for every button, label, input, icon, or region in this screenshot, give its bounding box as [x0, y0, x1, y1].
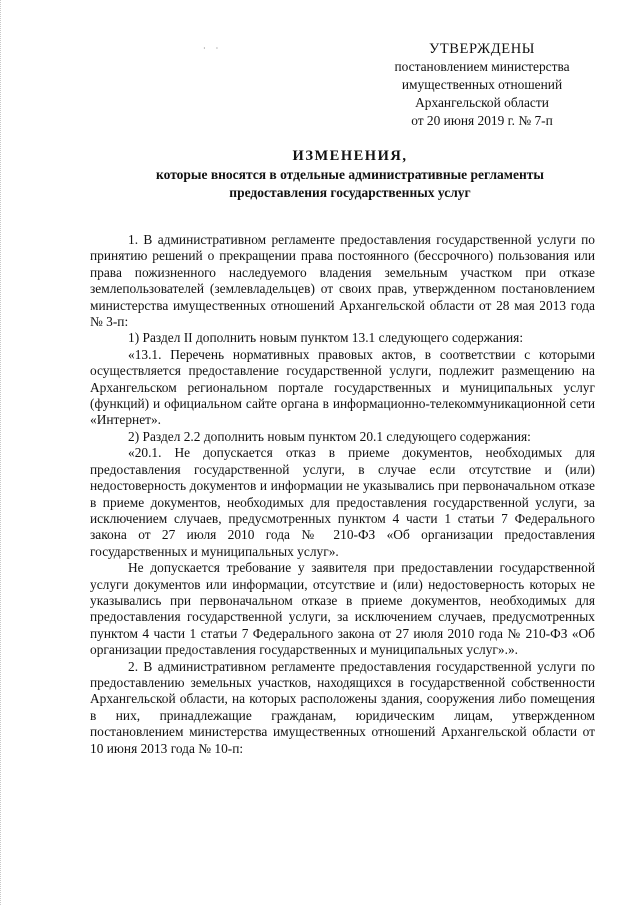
approval-line: Архангельской области — [415, 95, 549, 110]
paragraph-item-2: 2) Раздел 2.2 дополнить новым пунктом 20.1 следующего содержания: — [128, 428, 531, 444]
approval-line: постановлением министерства — [394, 59, 570, 74]
document-subtitle-line: которые вносятся в отдельные административные регламенты — [156, 167, 544, 182]
paragraph-item-1: 1) Раздел II дополнить новым пунктом 13.1 следующего содержания: — [128, 330, 524, 346]
document-body — [90, 232, 595, 757]
document-subtitle-line: предоставления государственных услуг — [229, 185, 471, 200]
approval-title: УТВЕРЖДЕНЫ — [428, 41, 536, 57]
paragraph-requirement: Не допускается требование у заявителя при предоставлении государственной услуги документов или информации, отсутствие и (или) недостоверность которых не указывались при первоначальном отказе в приеме документов, необходимых для предоставления государственной услуги, за исключением случаев, предусмотренных пунктом 4 части 1 статьи 7 Федерального закона от 27 июля 2010 года № 210-ФЗ «Об организации предоставления государственных и муниципальных услуг».». — [90, 560, 595, 658]
paragraph-quote-20-1: «20.1. Не допускается отказ в приеме документов, необходимых для предоставления государственной услуги, в случае если отсутствие и (или) недостоверность документов и информации не указывались при первоначальном отказе в приеме документов, необходимых для предоставления государственной услуги, за исключением случаев, предусмотренных пунктом 4 части 1 статьи 7 Федерального закона от 27 июля 2010 года № 210-ФЗ «Об организации предоставления государственных и муниципальных услуг». — [90, 445, 595, 559]
scan-edge — [0, 0, 2, 905]
paragraph-section-1: 1. В административном регламенте предоставления государственной услуги по принятию решений о прекращении права постоянного (бессрочного) пользования или права пожизненного наследуемого владения земельным участком при отказе землепользователей (землевладельцев) от своих прав, утвержденном постановлением министерства имущественных отношений Архангельской области от 28 мая 2013 года № 3-п: — [90, 232, 595, 330]
approval-stamp — [372, 40, 592, 130]
paragraph-quote-13-1: «13.1. Перечень нормативных правовых актов, в соответствии с которыми осуществляется предоставление государственной услуги, подлежит размещению на Архангельском региональном портале государственных и муниципальных услуг (функций) и официальном сайте органа в информационно-телекоммуникационной сети «Интернет». — [90, 346, 595, 428]
approval-date-number: от 20 июня 2019 г. № 7-п — [411, 113, 553, 128]
paragraph-section-2: 2. В административном регламенте предоставления государственной услуги по предоставлению земельных участков, находящихся в государственной собственности Архангельской области, на которых расположены здания, сооружения либо помещения в них, принадлежащие гражданам, юридическим лицам, утвержденном постановлением министерства имущественных отношений Архангельской области от 10 июня 2013 года № 10-п: — [90, 658, 595, 756]
approval-line: имущественных отношений — [401, 77, 563, 92]
scan-artifact: · · — [203, 44, 223, 53]
document-title: ИЗМЕНЕНИЯ, — [292, 148, 408, 164]
document-heading — [90, 146, 610, 202]
